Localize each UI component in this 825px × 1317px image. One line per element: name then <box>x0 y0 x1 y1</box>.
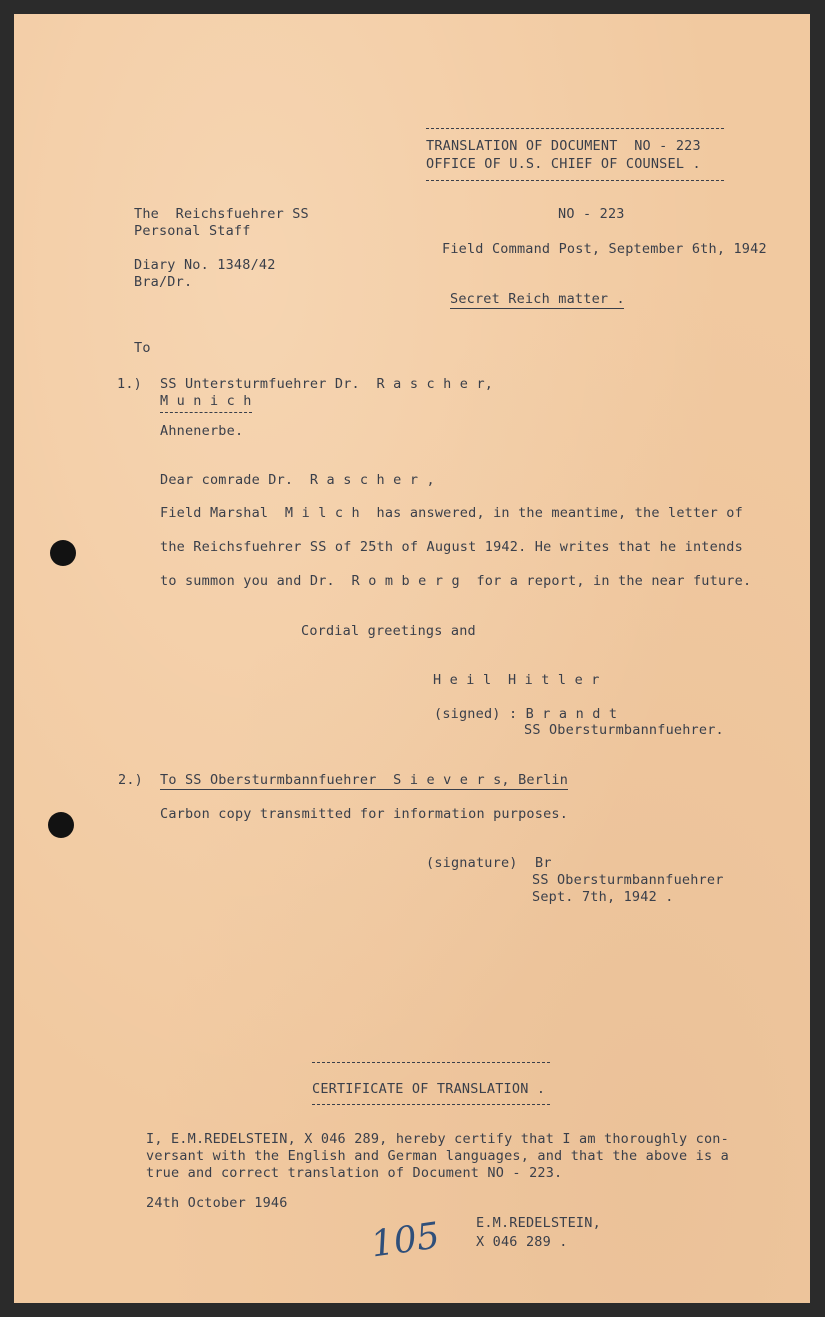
addressee-city: M u n i c h <box>160 393 252 409</box>
copy-number: 2.) <box>118 772 143 788</box>
signature-label: (signature) <box>426 855 518 871</box>
carbon-copy-note: Carbon copy transmitted for information purposes. <box>160 806 569 822</box>
classification-underline <box>450 308 624 309</box>
addressee-name: SS Untersturmfuehrer Dr. R a s c h e r, <box>160 376 494 392</box>
sender-line1: The Reichsfuehrer SS <box>134 206 309 222</box>
translator-name: E.M.REDELSTEIN, <box>476 1215 601 1231</box>
certificate-top-rule <box>312 1062 550 1063</box>
document-number: NO - 223 <box>558 206 625 222</box>
sender-line2: Personal Staff <box>134 223 251 239</box>
classification: Secret Reich matter . <box>450 291 625 307</box>
letter-body-line: Field Marshal M i l c h has answered, in the meantime, the letter of <box>160 505 743 521</box>
signed-brandt: (signed) : B r a n d t <box>434 706 618 722</box>
heil-hitler: H e i l H i t l e r <box>433 672 600 688</box>
copy-recipient-underline <box>160 789 568 790</box>
brandt-rank: SS Obersturmbannfuehrer. <box>524 722 724 738</box>
copy-date: Sept. 7th, 1942 . <box>532 889 674 905</box>
translator-id: X 046 289 . <box>476 1234 568 1250</box>
certificate-text-line: I, E.M.REDELSTEIN, X 046 289, hereby certify that I am thoroughly con- <box>146 1131 729 1147</box>
certificate-bottom-rule <box>312 1104 550 1105</box>
handwritten-page-number: 105 <box>368 1215 443 1266</box>
reference-initials: Bra/Dr. <box>134 274 193 290</box>
diary-number: Diary No. 1348/42 <box>134 257 276 273</box>
place-date: Field Command Post, September 6th, 1942 <box>442 241 767 257</box>
to-label: To <box>134 340 151 356</box>
certificate-date: 24th October 1946 <box>146 1195 288 1211</box>
copy-recipient: To SS Obersturmbannfuehrer S i e v e r s, Berlin <box>160 772 569 788</box>
addressee-org: Ahnenerbe. <box>160 423 244 439</box>
header-bottom-rule <box>426 180 724 181</box>
letter-body-line: the Reichsfuehrer SS of 25th of August 1942. He writes that he intends <box>160 539 743 555</box>
punch-hole-top <box>50 540 76 566</box>
header-office: OFFICE OF U.S. CHIEF OF COUNSEL . <box>426 156 701 172</box>
city-underline <box>160 412 252 413</box>
punch-hole-bottom <box>48 812 74 838</box>
certificate-text-line: true and correct translation of Document NO - 223. <box>146 1165 563 1181</box>
certificate-title: CERTIFICATE OF TRANSLATION . <box>312 1081 546 1097</box>
header-title: TRANSLATION OF DOCUMENT NO - 223 <box>426 138 701 154</box>
salutation: Dear comrade Dr. R a s c h e r , <box>160 472 435 488</box>
signature-initials: Br <box>535 855 552 871</box>
certificate-text-line: versant with the English and German languages, and that the above is a <box>146 1148 729 1164</box>
document-page <box>14 14 810 1303</box>
addressee-number: 1.) <box>117 376 142 392</box>
header-top-rule <box>426 128 724 129</box>
closing: Cordial greetings and <box>301 623 476 639</box>
copy-rank: SS Obersturmbannfuehrer <box>532 872 724 888</box>
letter-body-line: to summon you and Dr. R o m b e r g for a report, in the near future. <box>160 573 752 589</box>
